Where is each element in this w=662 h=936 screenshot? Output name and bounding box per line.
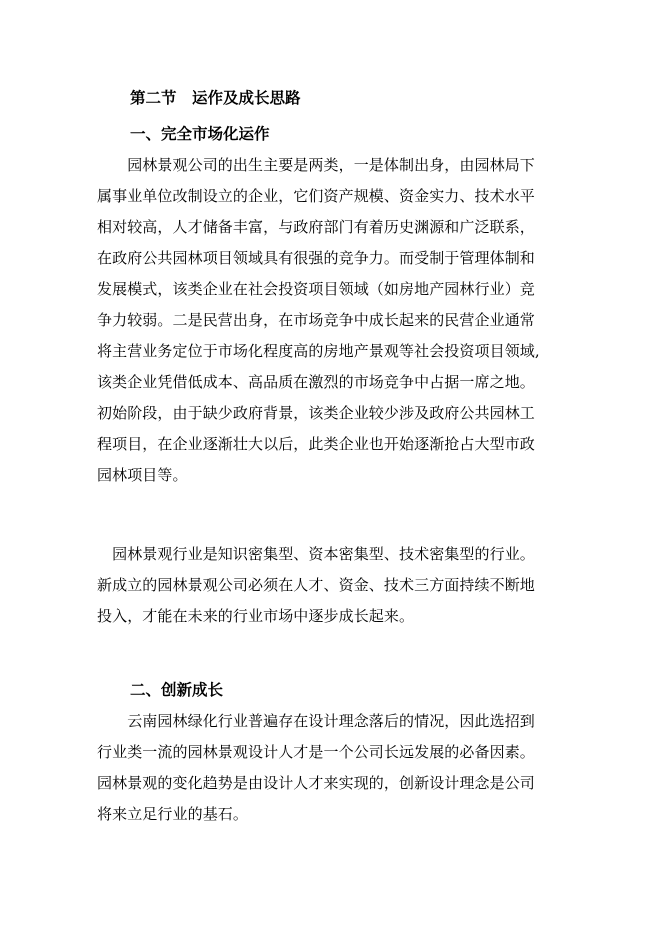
text-line: 程项目，在企业逐渐壮大以后，此类企业也开始逐渐抢占大型市政 bbox=[97, 435, 535, 453]
subsection-heading-market-operation: 一、完全市场化运作 bbox=[130, 124, 270, 143]
text-line: 云南园林绿化行业普遍存在设计理念落后的情况，因此选招到 bbox=[97, 712, 535, 730]
text-line: 新成立的园林景观公司必须在人才、资金、技术三方面持续不断地 bbox=[97, 576, 535, 594]
paragraph-industry-nature bbox=[97, 539, 567, 632]
text-line: 属事业单位改制设立的企业，它们资产规模、资金实力、技术水平 bbox=[97, 187, 535, 205]
text-line: 投入，才能在未来的行业市场中逐步成长起来。 bbox=[97, 607, 415, 625]
text-line: 行业类一流的园林景观设计人才是一个公司长远发展的必备因素。 bbox=[97, 743, 535, 761]
subsection-heading-innovation: 二、创新成长 bbox=[130, 680, 224, 699]
text-line: 园林项目等。 bbox=[97, 466, 188, 484]
text-line: 将来立足行业的基石。 bbox=[97, 805, 249, 823]
text-line: 初始阶段，由于缺少政府背景，该类企业较少涉及政府公共园林工 bbox=[97, 404, 535, 422]
text-line: 发展模式，该类企业在社会投资项目领域（如房地产园林行业）竞 bbox=[97, 280, 535, 298]
text-line: 将主营业务定位于市场化程度高的房地产景观等社会投资项目领域, bbox=[97, 342, 540, 360]
text-line: 在政府公共园林项目领域具有很强的竞争力。而受制于管理体制和 bbox=[97, 249, 535, 267]
text-line: 园林景观的变化趋势是由设计人才来实现的，创新设计理念是公司 bbox=[97, 774, 535, 792]
paragraph-company-origins bbox=[97, 150, 567, 491]
paragraph-design-talent bbox=[97, 706, 567, 830]
text-line: 争力较弱。二是民营出身，在市场竞争中成长起来的民营企业通常 bbox=[97, 311, 535, 329]
text-line: 相对较高，人才储备丰富，与政府部门有着历史渊源和广泛联系， bbox=[97, 218, 535, 236]
text-line: 园林景观行业是知识密集型、资本密集型、技术密集型的行业。 bbox=[97, 545, 535, 563]
text-line: 园林景观公司的出生主要是两类，一是体制出身，由园林局下 bbox=[97, 156, 535, 174]
text-line: 该类企业凭借低成本、高品质在激烈的市场竞争中占据一席之地。 bbox=[97, 373, 535, 391]
section-title: 第二节 运作及成长思路 bbox=[130, 88, 301, 107]
